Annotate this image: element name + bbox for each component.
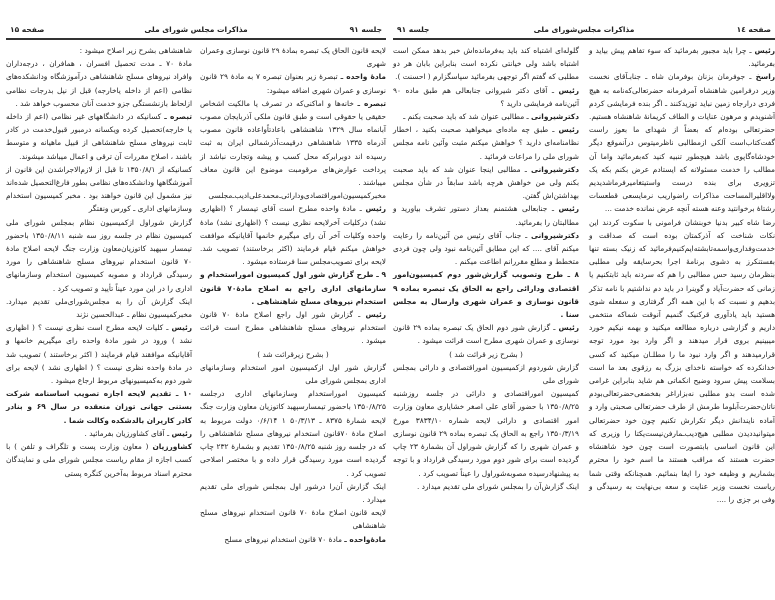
section-heading: مادهٔ‌واحده ـ [344, 534, 386, 544]
speaker-name: رئیس [171, 428, 192, 438]
paragraph [393, 321, 579, 347]
paragraph [200, 308, 386, 348]
paragraph: ( بشرح زیر قرائت شد ) [449, 349, 523, 359]
paragraph-text: مادهٔ ۷۰ ـ مدت تحصیل افسران ، همافران ، درجه‌داران وافراد نیروهای مسلح شاهنشاهی درآموزشگاه ودانشکده‌های نظامی (اعم از داخله یاخارجه) قبل از نیل بدرجات نظامی ازلحاظ بازنشستگی جزو خدمت آنان محسوب خواهد شد . [6, 59, 192, 108]
paragraph-text: تبصرهٔ زیر بعنوان تبصره ۷ به مادهٔ ۲۹ قانون نوسازی و عمران شهری اضافه میشود: [200, 72, 386, 95]
paragraph-text: رضا شاه کبیر بدنیا خوبنشان فرامونی با سکوت کردند این نکات شناخت که آذرکمتان بوده است که صداقت و خدمت‌وفداری‌واسمه‌تابشته‌ایم‌کنیم‌فرمائید که زنیک بسته تنها بفستنکرز به دشوی برنامهٔ اجرا بحرسایقه ولی مطلبی بنظرمان رسید حس مطالبی را هم که سردنه باید ثابتکنیم یا زمانی که حضرت‌آیاد و گوینرا در باید دم نداشتیم با نامه تذکر بدهیم و نسبت که با این همه اگر گرفتاری و سفعله شوی هستید باید یادآوری قرکنیک گنمیم آنوقت شماکه منتخمی داریم و گزارشی درباره مطالعه میکنید و بهمه نیکیم خورد میبینیم بروی قرار میدهند و اگر وارد بود مورد توجه قرار‌میدهند و اگر وارد نبود ما را مطلـان میکنید که کسی خدانکرده که خواسته ناخدای بزرگ به رزقوی بعد ما است بسلامت‌ پیش سرود وضیح انکماتی هم شاید بنابراین غرامی شده است بدو مطلبی نه‌بزاراغر بفخضعی‌حضرتعالی‌بودم ناتان‌حضرت‌آبلوما طرمش از طرف حضرتعالی صحبتی وارد و آماده نایندانش دیگر تکرارش تکنیم چون خود حضرتعالی میتوانیددیدن مطلبی هیچ‌دیب‌ـمارفن‌نیست‌یکتا را وزیری که این قانون اساسی بابتصورت است چون خود شاهنشاه حضرت هستند که مراقب هستند ما اسم خود را محترم بشماریم و وظیفه خود را ایفا بنمائیم. همچنانکه وقتی شما ریاست نخست وزیر عنایت و سعه بی‌نهایت به رسیدگی و وفی بر جزی را .... [589, 217, 775, 504]
paragraph-text: ـ جنابعالی هشتمنم بعداز دستور تشرف بیاورید و مطالبتان را بفرمائید. [393, 204, 579, 227]
paragraph [393, 163, 579, 203]
paragraph [200, 268, 386, 308]
paragraph-text: ـ طبق چه ماده‌ای میخواهید صحبت بکنید ، اخطار نظامنامه‌ای دارید ؟ خواهش میکنم مثبت وآئین نامه مجلس شورای ملی را مراعات فرمائید . [393, 125, 579, 161]
speaker-name: رئیس [558, 204, 579, 214]
paragraph-text: مخبرکمیسیون‌اموراقتصادی‌و‌دارائی‌ـ‌محمدعلی‌ادیب‌ـ‌مجلسی [208, 191, 386, 201]
paragraph-text: ( معاون وزارت پست و تلگراف و تلفن ) با کسب اجازه از مقام ریاست مجلس شورای ملی و نمایندگان محترم اسناد مربوط به‌آخرین کنگره پستی [6, 442, 192, 478]
paragraph [200, 361, 386, 387]
paragraph [393, 110, 579, 123]
text-column [589, 44, 775, 506]
paragraph-text: ـ آقای کشاورزیان بفرمائید . [84, 428, 172, 438]
speaker-name: دکترشیروانی [531, 230, 579, 240]
paragraph-text: اینک گزارش آن را به مجلس‌شورای‌ملی تقدیم میدارد. مخبرکمیسیون نظام ـ عبدالحسین نژند [6, 296, 192, 320]
paragraph [6, 110, 192, 163]
section-heading: ۱۰ ـ تقدیم لایحه اجازه تصویب اساسنامه شرکت بستنی جهانی توزان منعقده در سال ۶۹ و بنادر کادر کاریران بالدشکده وکالت شما . [6, 389, 193, 425]
paragraph-text: ـ آقای دکتر شیروانی جنابعالی هم طبق ماده ۹۰ آئین‌نامه فرمایشی دارید ؟ [393, 85, 579, 108]
paragraph-text: شاهنشاهی بشرح زیر اصلاح میشود : [79, 46, 192, 55]
speaker-name: رئیس [558, 323, 579, 333]
section-heading: تبصره ـ [164, 112, 193, 122]
speaker-name: دکترشیروانی [531, 112, 579, 122]
paragraph-text: ـ گزارش شور دوم الحاق یک تبصره بماده ۲۹ قانون نوسازی و عمران شهری مطرح است قرائت میشود . [393, 323, 579, 346]
page-header [393, 24, 775, 40]
paragraph-text: گلوله‌ای اشتباه کند باید به‌فرمانده‌اش خبر بدهد ممکن است اشتباه باشد ولی خیانتی نکرده است بنابراین بابان هر دو مطلبی که گفتم اگر توجهی بفرمائید سپاسگزارم ( احسنت ). [393, 46, 579, 82]
page-header [6, 24, 386, 40]
section-heading: تبصره ـ [357, 98, 386, 108]
paragraph [200, 44, 386, 70]
section-heading: ۸ ـ طرح وتصویب گزارش‌شور دوم کمیسیون‌امور اقتصادی ودارائی راجع به الحاق یک تبصره بماده ۹ قانون نوسازی و عمران شهری وارسال به مجلس سنا . [393, 270, 579, 320]
paragraph-text: گزارش شوراول ازکمیسیون نظام بمجلس شورای ملی کمیسیون نظام در جلسه روز سه شنبه ۱۳۵۰/۸/۱۱ باحضور تیمسار سپهبد کاتوزیان‌معاون وزارت جنگ لایحه اصلاح مادهٔ ۷۰ قانون استخدام نیروهای مسلح شاهنشاهی را مورد رسیدگی قرارداد و مصوبه کمیسیون استخدام وسازمانهای اداری را در این مورد عیناً تأیید و تصویب کرد . [6, 217, 192, 293]
text-column [393, 44, 579, 493]
paragraph [200, 387, 386, 479]
paragraph-text: لایحه قانون الحاق یک تبصره بمادهٔ ۲۹ قانون نوسازی وعمران شهری [200, 46, 386, 69]
paragraph [393, 229, 579, 269]
paragraph-text: کمیسیون اموراستخدام وسازمانهای اداری درجلسه ۱۳۵۰/۸/۲۵ باحضور تیمسارسپهبد کاتوزیان معاون وزارت جنگ لایحه شمارهٔ ۸۳۷۵ ـ ۵۰/۳/۱۳ ۱ ۰/۶/۱۴ دولت مربوط به اصلاح مادهٔ ۷۰‌قانون استخدام نیروهای مسلح شاهنشاهی را که در جلسه روز شنبه ۱۳۵۰/۸/۲۵ تقدیم و بشمارهٔ ۲۳۲ چاپ گردیده است مورد رسیدگی قرار داده و با مختصر اصلاحی تصویب کرد . [200, 389, 386, 478]
paragraph-text: ـ مطالبی عنوان شد که باید صحبت بکنم ـ [403, 112, 532, 122]
section-heading: ۹ ـ طرح گزارش شور اول کمیسیون اموراستخدام و سازمانهای اداری راجع به اصلاح مادهٔ‌۷۰ قانون استخدام نیروهای مسلح شاهنشاهی . [200, 270, 386, 306]
speaker-name: راسخ [755, 72, 775, 82]
paragraph-text: ـ گزارش شور اول راجع اصلاح مادهٔ ۷۰ قانون استخدام نیروهای مسلح شاهنشاهی مطرح است قرائت میشود . [200, 310, 386, 346]
paragraph-text: اینک گزارش آن‌را درشور اول بمجلس شورای ملی تقدیم میدارد . [200, 481, 386, 504]
paragraph [6, 163, 192, 216]
paragraph-text: مادهٔ ۷۰ قانون استخدام نیروهای مسلح [224, 534, 345, 544]
speaker-name: رئیس [558, 85, 579, 95]
paragraph [589, 70, 775, 215]
paragraph-text: ـ مادهٔ واحده مطرح است آقای تیمسار ؟ (اظهاری نشد) درکلیات آخرلایحه نظری نیست ؟ (اظهاری نشد) مادهٔ واحده وکلیات آخر آن رای میگیرم خانمها آقایانیکه موافقت خواهش میکنم قیام فرمایند (اکثر برخاستند) تصویب شد. لایحه برای تصویب‌مجلس سنا فرستاده میشود . [200, 204, 386, 267]
publication-title: مذاکرات مجلس‌شورای ملی [533, 25, 635, 34]
paragraph [589, 216, 775, 506]
paragraph-text: کمیسیون اموراقتصادی و دارائی در جلسه روزشنبه ۱۳۵۰/۸/۲۵ با حضور آقای علی اصغر خشایاری معاون وزارت امور اقتصادی و دارائی لایحه شماره ۳۸۳۴/۱۰ مورخ ۱۳۵۰/۳/۱۹ راجع به الحاق یک تبصره بماده ۲۹ قانون نوسازی و عمران شهری را که گزارش شوراول آن بشمارهٔ ۲۳ چاپ گردیده است برای شور دوم مورد رسیدگی قرارداد و با توجه به پیشنهادرسیده مصوبه‌شوراول را عیناً تصویب کرد . [393, 389, 580, 478]
paragraph-text: اینک گزارش‌آن را بمجلس شورای ملی تقدیم میدارد . [416, 481, 579, 491]
paragraph-text: ـ چرا باید مجبور بفرمائید که سوء تفاهم پیش بیاید و بفرمائید. [589, 46, 775, 69]
paragraph [393, 361, 579, 387]
section-heading: مادهٔ واحده ـ [340, 72, 386, 82]
paragraph [6, 57, 192, 110]
paragraph-text: لایحه قانون اصلاح مادهٔ ۷۰ قانون استخدام نیروهای مسلح شاهنشاهی [200, 508, 386, 531]
speaker-name: رئیس [365, 204, 386, 214]
paragraph [200, 480, 386, 506]
speaker-name: رئیس [365, 310, 387, 320]
paragraph [393, 202, 579, 228]
paragraph [6, 295, 192, 321]
paragraph: ( بشرح زیرقرائت شد ) [257, 349, 329, 359]
paragraph-text: ـ کلیات لایحه مطرح است نظری نیست ؟ ( اظهاری نشد ) ورود در شور مادهٔ واحده رای میگیریم خانمها و آقایانیکه موافقند قیام فرمایند ( اکثر برخاستند ) تصویب شد در مادهٔ واحده نظری نیست ؟ ( اظهاری نشد ) لایحه برای شور دوم به‌کمیسیونهای مربوط ارجاع میشود . [6, 323, 192, 386]
paragraph [393, 44, 579, 84]
paragraph [393, 480, 579, 493]
session-number: جلسه ۹۱ [397, 25, 430, 34]
page-number: صفحه ۱٤ [736, 25, 771, 34]
paragraph-text: ـ مطالبی اینجا عنوان شد که باید صحبت بکنم ولی من خواهش هرچه باشد سابقاً در شأن مجلس بهداشتن‌اش گفتن. [393, 164, 579, 201]
paragraph [200, 506, 386, 532]
paragraph [6, 427, 192, 440]
paragraph [393, 387, 579, 479]
paragraph [6, 44, 192, 57]
paragraph [200, 189, 386, 202]
paragraph-text: گزارش شور اول ازکمیسیون امور استخدام وسازمانهای اداری بمجلس شورای ملی [200, 362, 386, 386]
paragraph [393, 84, 579, 110]
paragraph-text: ـ جناب آقای رئیس من آئین‌نامه را رعایت میکنم آقای .... که این مطابق آئین‌نامه نبود ولی چون فردی متخطط و مطلع مقررانم اطاعت میکنم . [393, 230, 579, 267]
speaker-name: رئیس [558, 125, 579, 135]
paragraph [6, 387, 192, 427]
paragraph [393, 268, 579, 321]
paragraph-text: ـ جوفرمان بزنان بوفرمان شاه ـ جنابـآقای نخست وزیر درفرامین شاهنشاه آمرفرمانه حضرتعالی‌که‌نامه به هیچ فردی درارجاه زمین نباید توزیدکنند ـ اگر بنده فرمایشی کردم آشنویدم و مرهون عنایات و الطاف کریمانهٔ شاهنشاه هستیم. حضرتعالی بوده‌ام که بعضاً از شهدای ما بعوز راست گفت‌کتاب‌است آلکی ازمطالبی ناظرمیتوس درآنموقع دیگر خودشاه‌گاپوی باشد هیچطور تنبیه کنید که‌بفرمائید واما آن مطالب را خدمت مسئولانه که ایستادم عرض بکنم بکه یک تزویری برای بنده درست واستیتغامیرفرماشدیدیم ولااقلیرالمساحت مذاکرات راضواریب نرمایسعی قطعسات رشتاهٔ برخوانتید وعنه هسته آنچه عرض نمانده خدمت ... [589, 72, 775, 214]
text-column [200, 44, 386, 546]
paragraph-text: گزارش شوردوم ازکمیسیون اموراقتصادی و دارائی بمجلس شورای ملی [393, 362, 579, 386]
paragraph-text: کسانیکه از ۱۳۵۰/۸/۱ تا قبل از لازم‌الاجراشدن این قانون از آموزشگاهها ودانشکده‌های نظامی بطور فارغ‌التحصیل شده‌اند نیز مشمول این قانون خواهند بود . مخبر کمیسیون استخدام وسازمانهای اداری ـ کورس ونفتگر [6, 164, 192, 214]
publication-title: مذاکرات مجلس شورای ملی [144, 25, 248, 34]
paragraph [200, 97, 386, 189]
speaker-name: رئیس [754, 46, 775, 55]
paragraph [6, 321, 192, 387]
text-column [6, 44, 192, 480]
paragraph [589, 44, 775, 70]
paragraph [6, 440, 192, 480]
paragraph [200, 533, 386, 546]
paragraph-text: کسانیکه در دانشگاههای غیر نظامی (اعم از داخله یا خارجه)تحصیل کرده ویکسانه درمبور قبول‌خدمت در کادر ثابت نیروهای مسلح شاهنشاهی از قبیل ماهیانه و متوسط باشند ، اصلاح مقررات آن ترقی و اعمال میباشد میشوند. [6, 112, 192, 161]
paragraph [200, 70, 386, 96]
speaker-name: دکترشیروانی [531, 164, 579, 174]
speaker-name: رئیس [171, 323, 192, 333]
paragraph [6, 216, 192, 295]
page-number: صفحه ۱۵ [10, 25, 45, 34]
speaker-name: کشاورزیان [152, 442, 192, 452]
session-number: جلسه ۹۱ [349, 25, 382, 34]
paragraph [200, 202, 386, 268]
paragraph [393, 123, 579, 163]
paragraph-text: خانه‌ها و اماکنی‌که در تصرف یا مالکیت اشخاص حقیقی یا حقوقی است و طبق قانون ملکی آذربایجان مصوب آبانماه سال ۱۳۲۹ شاهنشاهی باعادتاًواعاده قانون مصوب آذرماه ۱۳۳۵ شاهنشاهی درقیمت‌آذرشمالی ایران به ثبت رسیده اند دوبرابرکه محل کسب و پیشه وتجارت نباشد از پرداخت عوارض‌های مرقومبت موضوع این قانون معاف میباشند . [200, 98, 386, 188]
